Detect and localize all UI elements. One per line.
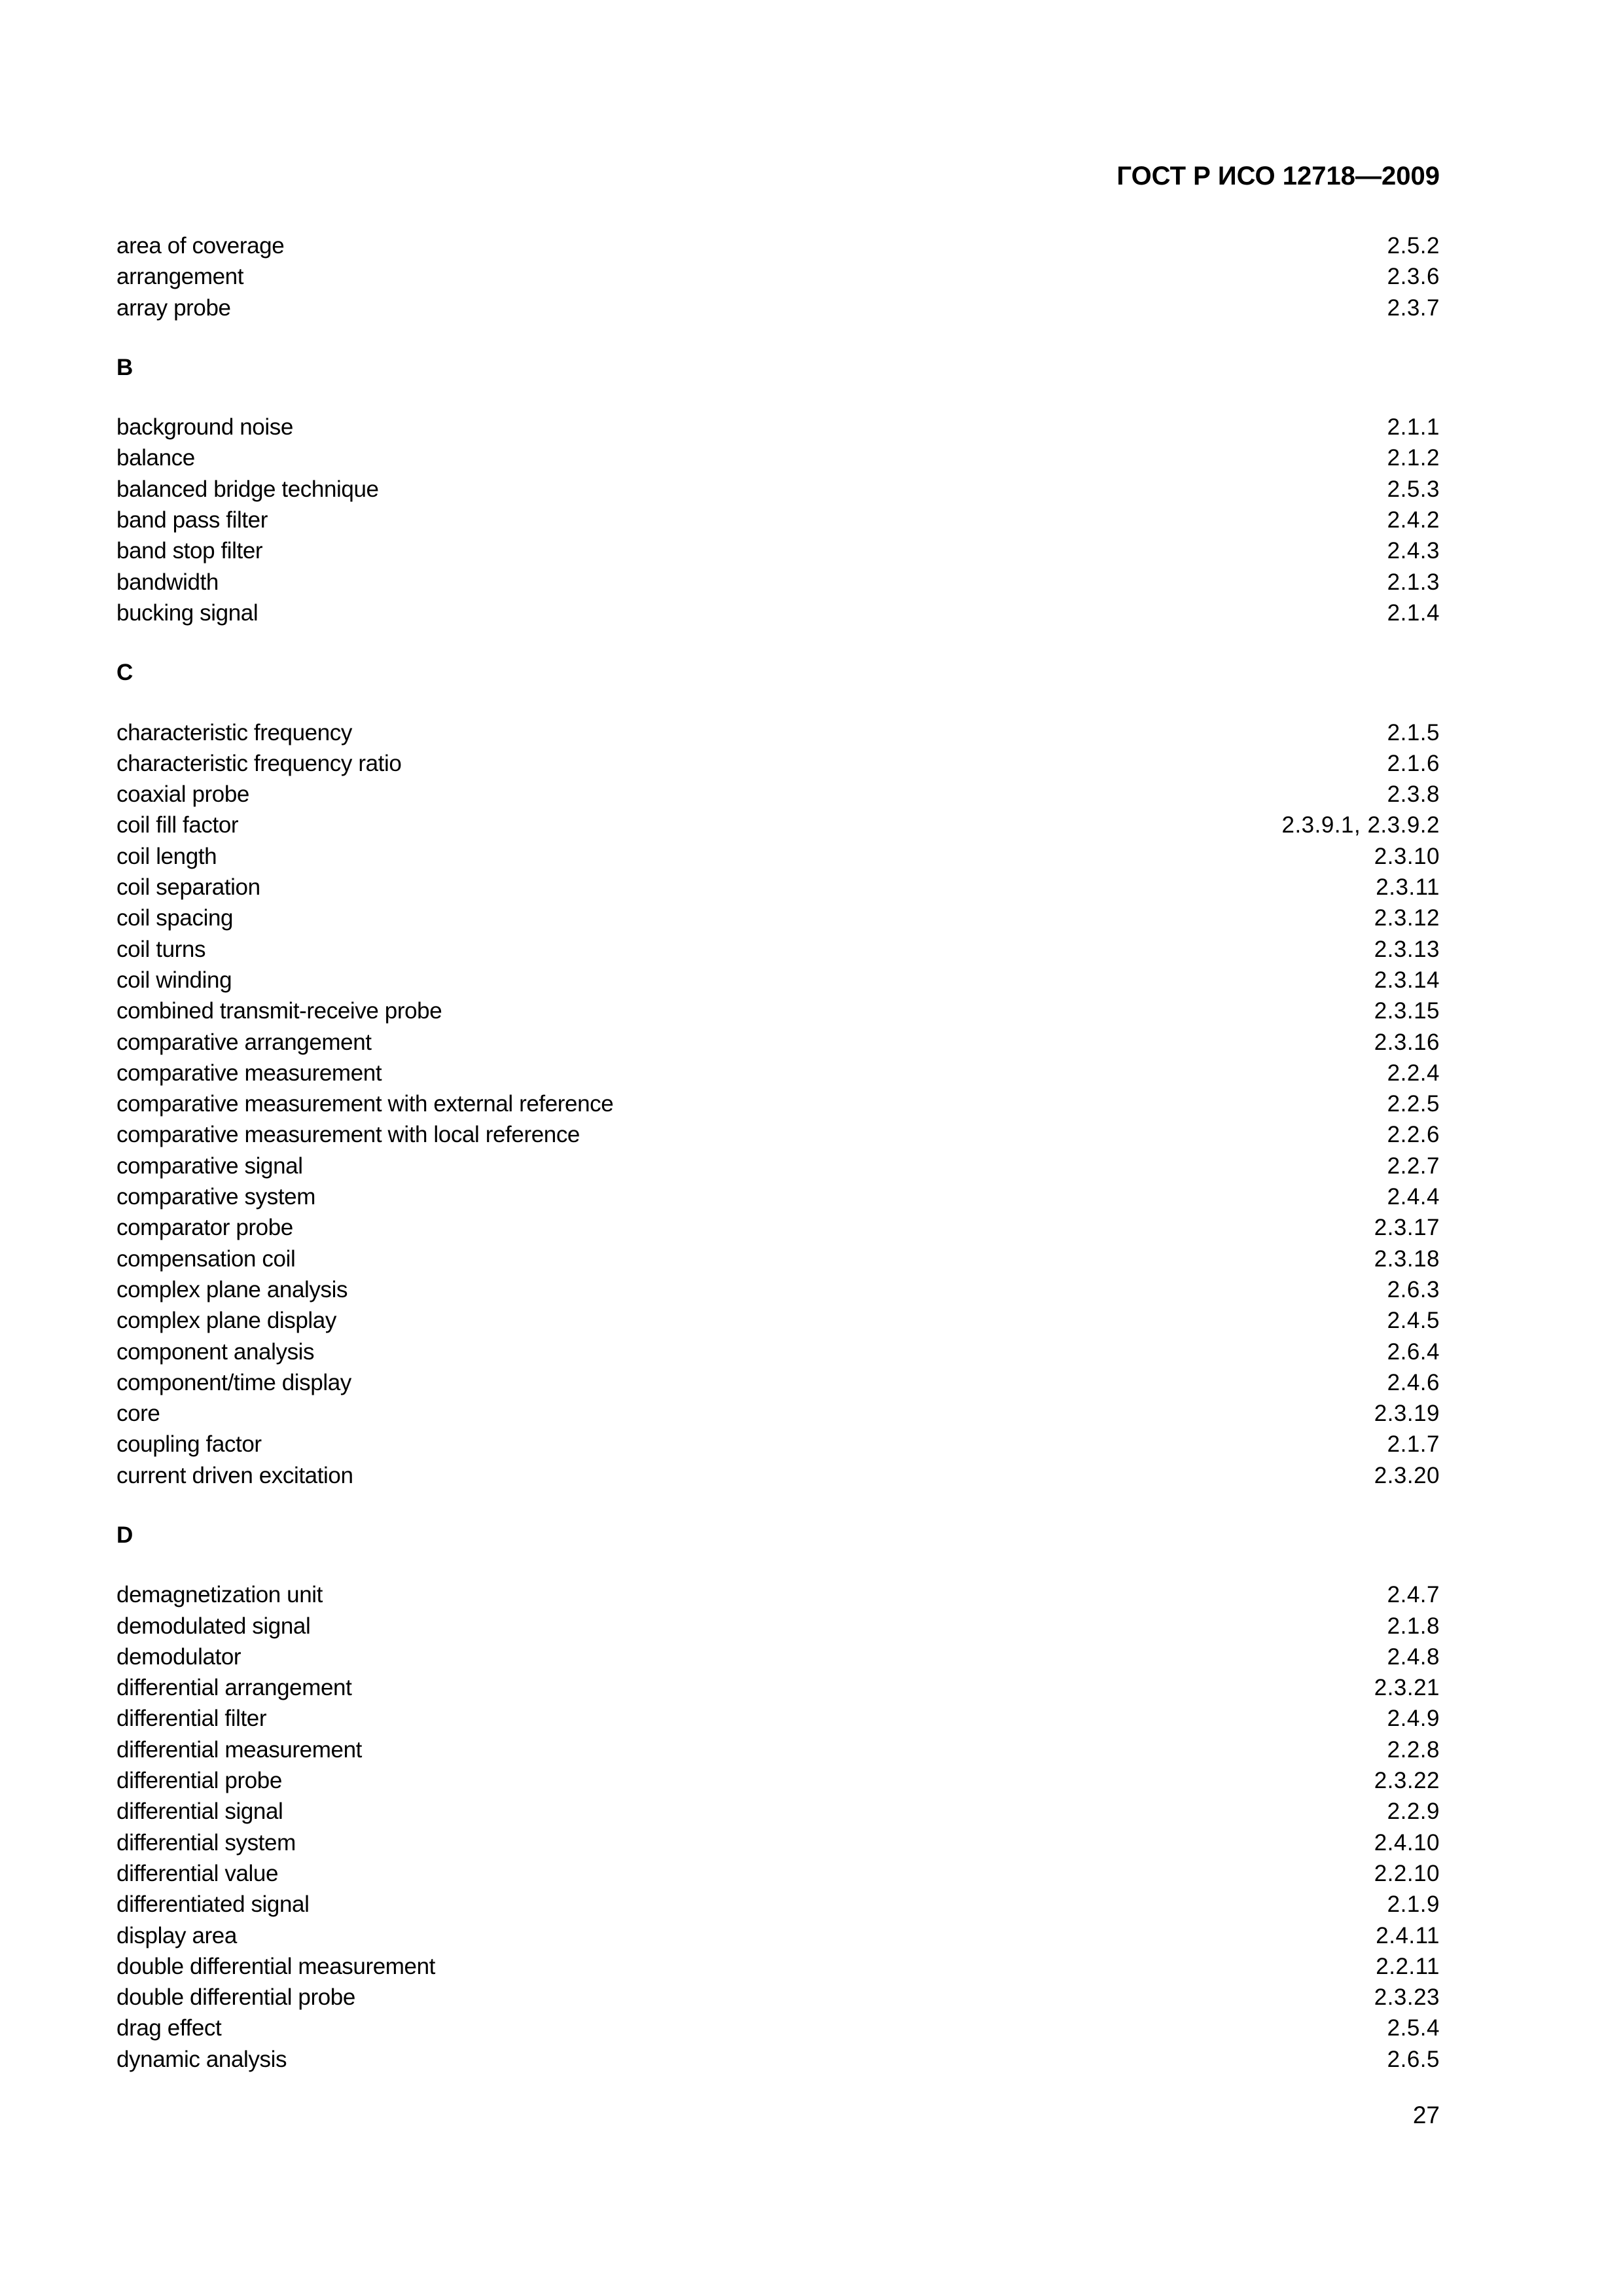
index-reference: 2.5.2 <box>1387 233 1440 259</box>
index-term: background noise <box>116 414 293 440</box>
index-entry <box>116 779 1440 810</box>
index-term: comparative system <box>116 1184 316 1210</box>
index-entry <box>116 1460 1440 1491</box>
index-term: characteristic frequency <box>116 719 353 745</box>
index-term: arrangement <box>116 264 244 290</box>
index-reference: 2.4.6 <box>1387 1369 1440 1395</box>
index-reference: 2.3.20 <box>1374 1462 1440 1488</box>
index-entry <box>116 1212 1440 1243</box>
index-entry <box>116 810 1440 840</box>
index-entry <box>116 965 1440 996</box>
index-term: coupling factor <box>116 1431 262 1458</box>
index-section <box>116 352 1440 628</box>
index-entry <box>116 1151 1440 1181</box>
index-term: comparative measurement <box>116 1060 382 1086</box>
index-reference: 2.2.10 <box>1374 1860 1440 1886</box>
index-term: coil turns <box>116 936 206 962</box>
index-entry <box>116 748 1440 779</box>
index-term: bandwidth <box>116 569 219 595</box>
index-reference: 2.1.9 <box>1387 1892 1440 1918</box>
index-reference: 2.5.3 <box>1387 476 1440 502</box>
index-section <box>116 1520 1440 2075</box>
index-entry <box>116 996 1440 1026</box>
document-header: ГОСТ Р ИСО 12718—2009 <box>1116 162 1440 190</box>
index-reference: 2.1.6 <box>1387 750 1440 776</box>
index-term: balance <box>116 445 195 471</box>
index-term: differential filter <box>116 1706 267 1732</box>
index-reference: 2.4.5 <box>1387 1308 1440 1334</box>
index-section <box>116 657 1440 1491</box>
index-term: demagnetization unit <box>116 1582 323 1608</box>
index-reference: 2.2.5 <box>1387 1091 1440 1117</box>
index-entry <box>116 1244 1440 1274</box>
index-entry <box>116 1641 1440 1672</box>
index-reference: 2.3.22 <box>1374 1768 1440 1794</box>
index-entry <box>116 1765 1440 1796</box>
index-term: combined transmit-receive probe <box>116 998 442 1024</box>
index-entry <box>116 934 1440 965</box>
index-reference: 2.1.1 <box>1387 414 1440 440</box>
index-reference: 2.4.4 <box>1387 1184 1440 1210</box>
index-entry <box>116 1119 1440 1150</box>
index-term: coaxial probe <box>116 781 249 808</box>
index-term: double differential probe <box>116 1984 355 2011</box>
index-term: comparator probe <box>116 1215 293 1241</box>
index-term: area of coverage <box>116 233 285 259</box>
index-term: characteristic frequency ratio <box>116 750 402 776</box>
alphabetical-index <box>116 230 1440 2075</box>
index-entry <box>116 1703 1440 1734</box>
index-entry <box>116 1734 1440 1765</box>
index-reference: 2.3.10 <box>1374 843 1440 869</box>
index-reference: 2.4.8 <box>1387 1643 1440 1670</box>
index-reference: 2.2.11 <box>1376 1953 1440 1979</box>
index-term: component analysis <box>116 1338 315 1365</box>
index-entry <box>116 1672 1440 1703</box>
index-entry <box>116 535 1440 566</box>
index-entry <box>116 442 1440 473</box>
index-term: differential measurement <box>116 1736 362 1763</box>
index-entry <box>116 1858 1440 1889</box>
index-term: dynamic analysis <box>116 2046 287 2072</box>
index-entry <box>116 598 1440 628</box>
index-term: demodulated signal <box>116 1613 311 1639</box>
index-entry <box>116 505 1440 535</box>
section-letter: D <box>116 1522 134 1548</box>
index-reference: 2.6.4 <box>1387 1338 1440 1365</box>
index-reference: 2.3.11 <box>1376 874 1440 901</box>
index-entry <box>116 1305 1440 1336</box>
index-reference: 2.1.8 <box>1387 1613 1440 1639</box>
index-term: double differential measurement <box>116 1953 435 1979</box>
index-term: demodulator <box>116 1643 241 1670</box>
index-entry <box>116 1088 1440 1119</box>
section-letter: B <box>116 354 134 380</box>
index-reference: 2.3.21 <box>1374 1675 1440 1701</box>
index-reference: 2.4.3 <box>1387 538 1440 564</box>
index-term: complex plane display <box>116 1308 336 1334</box>
index-entry <box>116 1336 1440 1367</box>
index-entry <box>116 1274 1440 1305</box>
index-term: differential system <box>116 1829 296 1856</box>
index-entry <box>116 567 1440 598</box>
index-reference: 2.3.14 <box>1374 967 1440 993</box>
index-reference: 2.3.17 <box>1374 1215 1440 1241</box>
index-entry <box>116 903 1440 933</box>
index-term: coil separation <box>116 874 260 901</box>
index-entry <box>116 2013 1440 2043</box>
index-term: differential arrangement <box>116 1675 352 1701</box>
index-reference: 2.4.9 <box>1387 1706 1440 1732</box>
index-entry <box>116 412 1440 442</box>
index-reference: 2.1.5 <box>1387 719 1440 745</box>
index-term: comparative measurement with local reference <box>116 1122 580 1148</box>
index-section <box>116 230 1440 323</box>
index-term: core <box>116 1401 160 1427</box>
index-reference: 2.2.4 <box>1387 1060 1440 1086</box>
index-entry <box>116 474 1440 505</box>
index-entry <box>116 872 1440 903</box>
index-term: comparative measurement with external reference <box>116 1091 614 1117</box>
index-reference: 2.3.15 <box>1374 998 1440 1024</box>
index-term: complex plane analysis <box>116 1276 348 1302</box>
index-reference: 2.3.16 <box>1374 1029 1440 1055</box>
index-entry <box>116 1796 1440 1827</box>
index-reference: 2.3.12 <box>1374 905 1440 931</box>
index-term: band stop filter <box>116 538 263 564</box>
index-reference: 2.3.7 <box>1387 295 1440 321</box>
index-reference: 2.5.4 <box>1387 2015 1440 2041</box>
index-entry <box>116 1611 1440 1641</box>
index-reference: 2.1.2 <box>1387 445 1440 471</box>
index-entry <box>116 1429 1440 1460</box>
index-reference: 2.4.7 <box>1387 1582 1440 1608</box>
index-term: coil winding <box>116 967 232 993</box>
index-term: array probe <box>116 295 231 321</box>
index-reference: 2.2.9 <box>1387 1799 1440 1825</box>
index-reference: 2.2.8 <box>1387 1736 1440 1763</box>
index-reference: 2.1.3 <box>1387 569 1440 595</box>
index-entry <box>116 1181 1440 1212</box>
index-term: current driven excitation <box>116 1462 353 1488</box>
index-entry <box>116 1827 1440 1858</box>
index-reference: 2.3.9.1, 2.3.9.2 <box>1281 812 1440 838</box>
index-term: drag effect <box>116 2015 222 2041</box>
index-term: comparative arrangement <box>116 1029 372 1055</box>
index-term: band pass filter <box>116 507 268 533</box>
index-entry <box>116 2044 1440 2075</box>
index-entry <box>116 841 1440 872</box>
index-term: differential probe <box>116 1768 282 1794</box>
index-reference: 2.2.7 <box>1387 1153 1440 1179</box>
index-entry <box>116 717 1440 748</box>
index-entry <box>116 1058 1440 1088</box>
index-term: coil fill factor <box>116 812 239 838</box>
index-term: coil spacing <box>116 905 234 931</box>
index-entry <box>116 230 1440 261</box>
index-entry <box>116 1398 1440 1429</box>
index-term: component/time display <box>116 1369 351 1395</box>
index-entry <box>116 1920 1440 1951</box>
index-reference: 2.3.19 <box>1374 1401 1440 1427</box>
section-letter: C <box>116 660 134 686</box>
index-term: differentiated signal <box>116 1892 310 1918</box>
index-reference: 2.3.13 <box>1374 936 1440 962</box>
index-term: coil length <box>116 843 217 869</box>
index-entry <box>116 1579 1440 1610</box>
index-entry <box>116 1951 1440 1982</box>
index-reference: 2.2.6 <box>1387 1122 1440 1148</box>
index-term: compensation coil <box>116 1246 296 1272</box>
index-term: balanced bridge technique <box>116 476 379 502</box>
index-entry <box>116 1889 1440 1920</box>
index-entry <box>116 1982 1440 2013</box>
index-reference: 2.3.6 <box>1387 264 1440 290</box>
index-reference: 2.3.8 <box>1387 781 1440 808</box>
index-entry <box>116 1367 1440 1398</box>
index-reference: 2.4.11 <box>1376 1922 1440 1948</box>
index-reference: 2.6.5 <box>1387 2046 1440 2072</box>
index-term: differential value <box>116 1860 279 1886</box>
index-reference: 2.1.7 <box>1387 1431 1440 1458</box>
index-term: differential signal <box>116 1799 283 1825</box>
index-reference: 2.3.18 <box>1374 1246 1440 1272</box>
index-entry <box>116 293 1440 323</box>
index-entry <box>116 1027 1440 1058</box>
index-term: bucking signal <box>116 600 259 626</box>
page-number: 27 <box>1412 2102 1440 2128</box>
index-term: display area <box>116 1922 237 1948</box>
index-reference: 2.3.23 <box>1374 1984 1440 2011</box>
index-reference: 2.6.3 <box>1387 1276 1440 1302</box>
index-reference: 2.4.10 <box>1374 1829 1440 1856</box>
index-entry <box>116 261 1440 292</box>
index-reference: 2.4.2 <box>1387 507 1440 533</box>
index-reference: 2.1.4 <box>1387 600 1440 626</box>
index-term: comparative signal <box>116 1153 303 1179</box>
